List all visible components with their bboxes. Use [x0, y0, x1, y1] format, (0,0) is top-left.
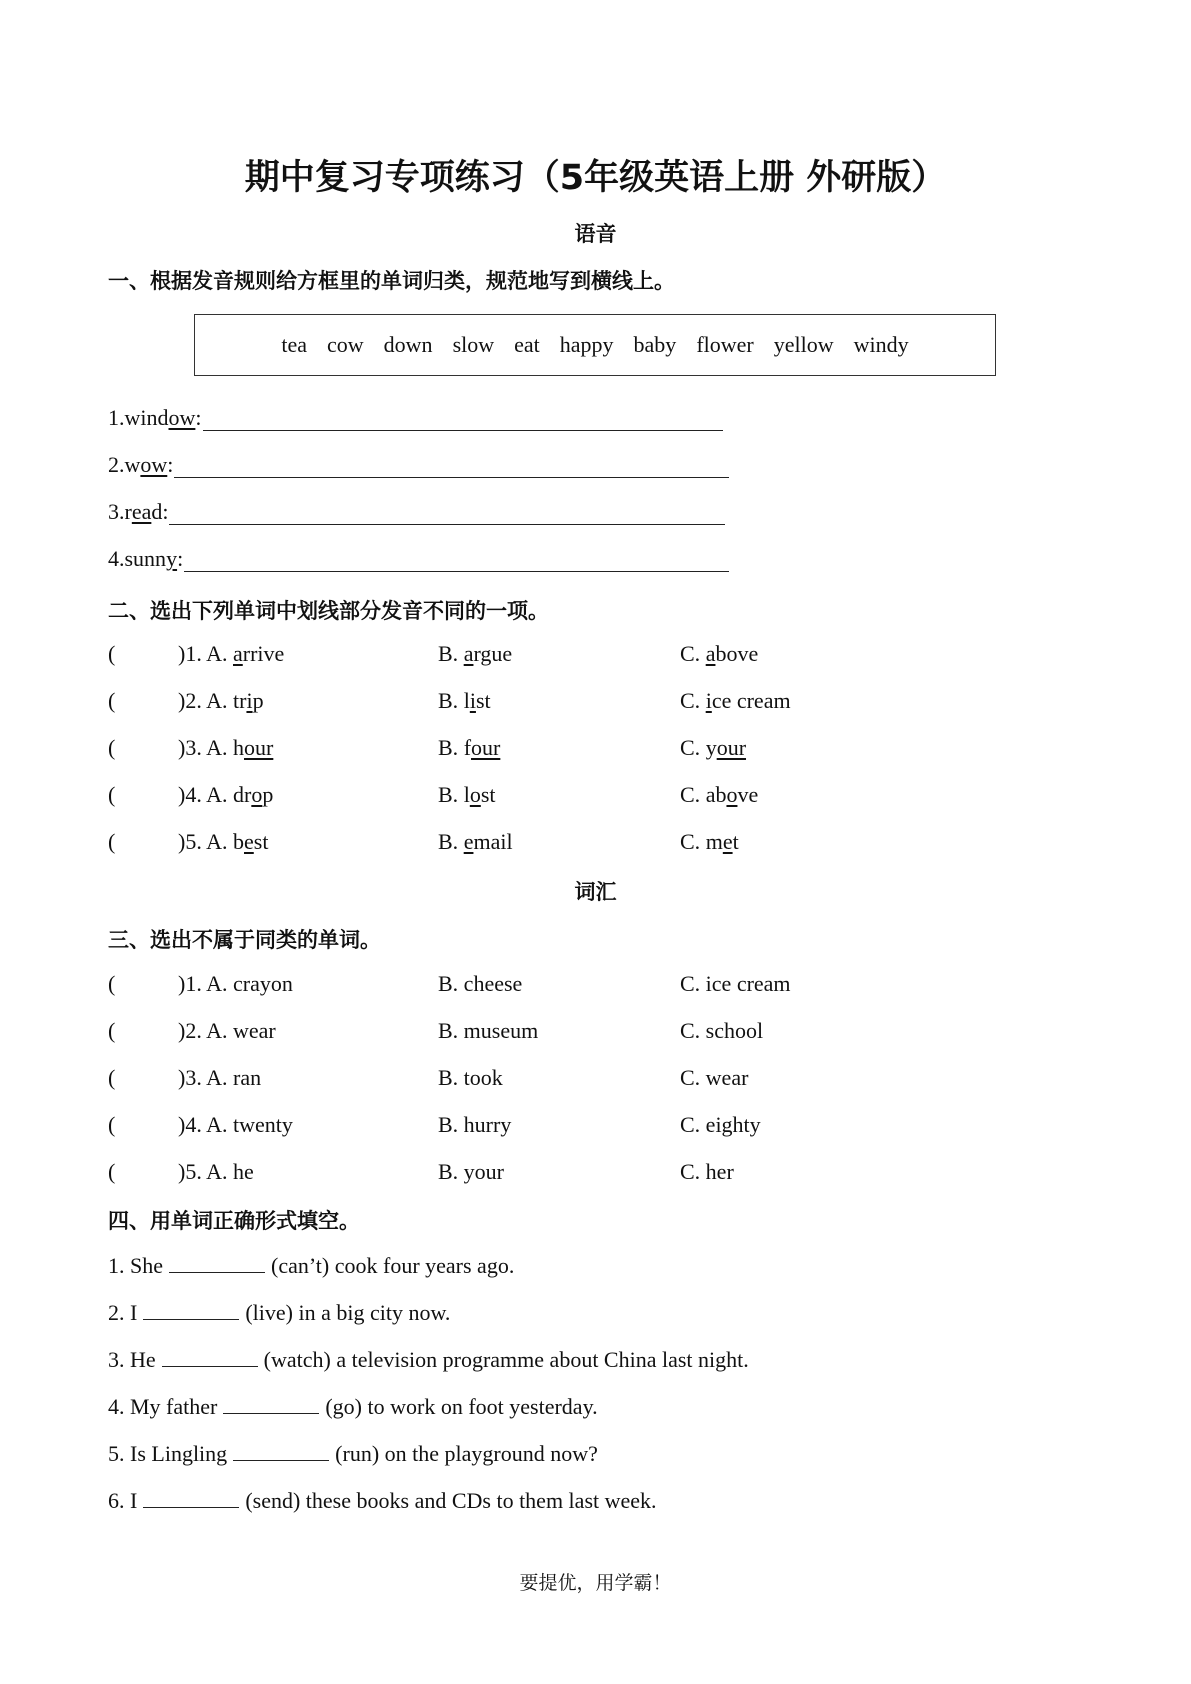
odd-one-out-row-4 — [108, 1112, 1008, 1142]
underlined-part: a — [233, 641, 243, 666]
word-part: f — [463, 735, 472, 760]
option-a — [178, 641, 284, 667]
option-b: B. your — [438, 1159, 504, 1184]
stem-label: )5. A. — [178, 829, 233, 854]
stem-label: )2. A. — [178, 688, 233, 713]
section-3-heading: 三、选出不属于同类的单词。 — [108, 928, 381, 952]
item-number: 4. — [108, 546, 125, 571]
odd-one-out-row-5 — [108, 1159, 1008, 1189]
item-number: 2. — [108, 452, 125, 477]
underlined-part: e — [244, 829, 254, 854]
word-part: ce cream — [711, 688, 791, 713]
word-part: rgue — [473, 641, 513, 666]
colon: : — [167, 452, 174, 477]
option-a: )2. A. wear — [178, 1018, 276, 1043]
option-a: )5. A. he — [178, 1159, 254, 1184]
word-part: p — [252, 688, 264, 713]
answer-paren[interactable]: ( — [108, 1018, 116, 1043]
option-b — [438, 829, 513, 855]
sentence-start: 1. She — [108, 1253, 163, 1278]
word-part: p — [262, 782, 274, 807]
option-a — [178, 688, 264, 714]
odd-one-out-row-3 — [108, 1065, 1008, 1095]
box-word: happy — [559, 332, 614, 357]
answer-line[interactable] — [174, 455, 729, 478]
option-label: C. — [680, 782, 706, 807]
sentence-end: (watch) a television programme about China last night. — [263, 1347, 749, 1372]
answer-line[interactable] — [203, 408, 723, 431]
word-box — [194, 314, 996, 376]
option-c — [680, 829, 739, 855]
stem-label: )1. A. — [178, 641, 233, 666]
option-c — [680, 641, 758, 667]
sentence-start: 5. Is Lingling — [108, 1441, 228, 1466]
mc-row-5 — [108, 829, 1008, 859]
word-part: mail — [473, 829, 513, 854]
mc-row-2 — [108, 688, 1008, 718]
word-part: tr — [233, 688, 247, 713]
option-c — [680, 688, 791, 714]
underlined-part: our — [716, 735, 747, 760]
option-b: B. took — [438, 1065, 503, 1090]
page-title: 期中复习专项练习（5年级英语上册 外研版） — [244, 158, 947, 198]
underlined-part: ea — [131, 499, 152, 524]
answer-paren[interactable]: ( — [108, 688, 116, 713]
answer-paren[interactable]: ( — [108, 1159, 116, 1184]
part-heading-phonetics: 语音 — [574, 222, 617, 246]
word-part: w — [124, 452, 141, 477]
underlined-part: our — [471, 735, 501, 760]
word-part: st — [480, 782, 496, 807]
colon: : — [177, 546, 184, 571]
option-a: )1. A. crayon — [178, 971, 293, 996]
option-label: B. — [438, 829, 464, 854]
answer-paren[interactable]: ( — [108, 1112, 116, 1137]
sort-item-1 — [108, 405, 723, 431]
option-b — [438, 641, 512, 667]
word-part: bove — [715, 641, 759, 666]
option-label: B. — [438, 688, 464, 713]
odd-one-out-row-2 — [108, 1018, 1008, 1048]
option-label: B. — [438, 735, 464, 760]
sentence-end: (send) these books and CDs to them last week. — [245, 1488, 657, 1513]
sentence-start: 2. I — [108, 1300, 138, 1325]
mc-row-3 — [108, 735, 1008, 765]
fill-item-3 — [108, 1346, 749, 1373]
sentence-start: 4. My father — [108, 1394, 218, 1419]
option-b: B. hurry — [438, 1112, 512, 1137]
odd-one-out-row-1 — [108, 971, 1008, 1001]
option-b — [438, 735, 500, 761]
option-b — [438, 688, 491, 714]
sentence-start: 3. He — [108, 1347, 156, 1372]
option-label: B. — [438, 641, 464, 666]
option-a — [178, 735, 273, 761]
sort-item-3 — [108, 499, 725, 525]
word-part: t — [732, 829, 739, 854]
underlined-part: o — [469, 782, 481, 807]
box-word: baby — [633, 332, 677, 357]
underlined-part: i — [705, 688, 712, 713]
option-a: )4. A. twenty — [178, 1112, 293, 1137]
part-heading-vocabulary: 词汇 — [574, 880, 617, 904]
option-c — [680, 735, 746, 761]
answer-blank[interactable] — [223, 1393, 319, 1414]
answer-blank[interactable] — [233, 1440, 329, 1461]
word-part: l — [463, 688, 470, 713]
option-label: C. — [680, 829, 706, 854]
word-part: sunn — [124, 546, 167, 571]
word-part: ve — [737, 782, 759, 807]
answer-paren[interactable]: ( — [108, 1065, 116, 1090]
fill-item-6 — [108, 1487, 657, 1514]
mc-row-1 — [108, 641, 1008, 671]
fill-item-5 — [108, 1440, 598, 1467]
underlined-part: i — [246, 688, 253, 713]
answer-paren[interactable]: ( — [108, 971, 116, 996]
option-c — [680, 782, 758, 808]
word-part: st — [475, 688, 491, 713]
box-word: windy — [853, 332, 909, 357]
option-c: C. eighty — [680, 1112, 761, 1137]
fill-item-2 — [108, 1299, 450, 1326]
option-a: )3. A. ran — [178, 1065, 262, 1090]
word-part: d — [151, 499, 163, 524]
option-b — [438, 782, 496, 808]
box-word: cow — [327, 332, 364, 357]
section-1-heading: 一、根据发音规则给方框里的单词归类，规范地写到横线上。 — [108, 269, 675, 293]
section-2-heading: 二、选出下列单词中划线部分发音不同的一项。 — [108, 599, 549, 623]
answer-blank[interactable] — [143, 1299, 239, 1320]
underlined-part: e — [722, 829, 733, 854]
word-part: dr — [233, 782, 252, 807]
option-c: C. ice cream — [680, 971, 791, 996]
box-word: down — [383, 332, 433, 357]
underlined-part: o — [726, 782, 738, 807]
option-label: C. — [680, 735, 706, 760]
colon: : — [195, 405, 202, 430]
colon: : — [162, 499, 169, 524]
underlined-part: e — [463, 829, 474, 854]
stem-label: )4. A. — [178, 782, 233, 807]
sentence-end: (can’t) cook four years ago. — [271, 1253, 515, 1278]
box-word: slow — [452, 332, 495, 357]
word-part: m — [705, 829, 723, 854]
underlined-part: y — [166, 546, 178, 571]
option-label: B. — [438, 782, 464, 807]
answer-paren[interactable]: ( — [108, 782, 116, 807]
fill-item-1 — [108, 1252, 514, 1279]
sentence-end: (live) in a big city now. — [245, 1300, 451, 1325]
answer-blank[interactable] — [162, 1346, 258, 1367]
answer-line[interactable] — [184, 549, 729, 572]
item-number: 1. — [108, 405, 125, 430]
word-part: wind — [124, 405, 169, 430]
word-part: b — [233, 829, 244, 854]
word-part: y — [705, 735, 717, 760]
underlined-part: a — [705, 641, 716, 666]
answer-paren[interactable]: ( — [108, 829, 116, 854]
stem-label: )3. A. — [178, 735, 233, 760]
option-b: B. museum — [438, 1018, 539, 1043]
underlined-part: o — [251, 782, 263, 807]
box-word: tea — [281, 332, 308, 357]
answer-line[interactable] — [169, 502, 725, 525]
word-part: r — [124, 499, 132, 524]
sort-item-4 — [108, 546, 729, 572]
underlined-part: a — [463, 641, 474, 666]
option-c: C. wear — [680, 1065, 749, 1090]
box-word: flower — [696, 332, 754, 357]
mc-row-4 — [108, 782, 1008, 812]
option-label: C. — [680, 688, 706, 713]
option-a — [178, 782, 273, 808]
word-part: ab — [705, 782, 727, 807]
underlined-part: ow — [140, 452, 168, 477]
sentence-end: (run) on the playground now? — [335, 1441, 598, 1466]
underlined-part: i — [469, 688, 476, 713]
word-part: l — [463, 782, 470, 807]
box-word: eat — [514, 332, 540, 357]
option-c: C. school — [680, 1018, 764, 1043]
option-a — [178, 829, 268, 855]
underlined-part: ow — [168, 405, 196, 430]
word-part: rrive — [242, 641, 285, 666]
box-word: yellow — [773, 332, 834, 357]
option-b: B. cheese — [438, 971, 523, 996]
sort-item-2 — [108, 452, 729, 478]
underlined-part: our — [244, 735, 274, 760]
answer-blank[interactable] — [169, 1252, 265, 1273]
section-4-heading: 四、用单词正确形式填空。 — [108, 1209, 360, 1233]
answer-paren[interactable]: ( — [108, 641, 116, 666]
item-number: 3. — [108, 499, 125, 524]
answer-blank[interactable] — [143, 1487, 239, 1508]
sentence-end: (go) to work on foot yesterday. — [325, 1394, 598, 1419]
fill-item-4 — [108, 1393, 598, 1420]
page-footer: 要提优，用学霸！ — [519, 1572, 672, 1594]
answer-paren[interactable]: ( — [108, 735, 116, 760]
option-c: C. her — [680, 1159, 734, 1184]
sentence-start: 6. I — [108, 1488, 138, 1513]
word-part: h — [233, 735, 244, 760]
option-label: C. — [680, 641, 706, 666]
word-part: st — [253, 829, 269, 854]
